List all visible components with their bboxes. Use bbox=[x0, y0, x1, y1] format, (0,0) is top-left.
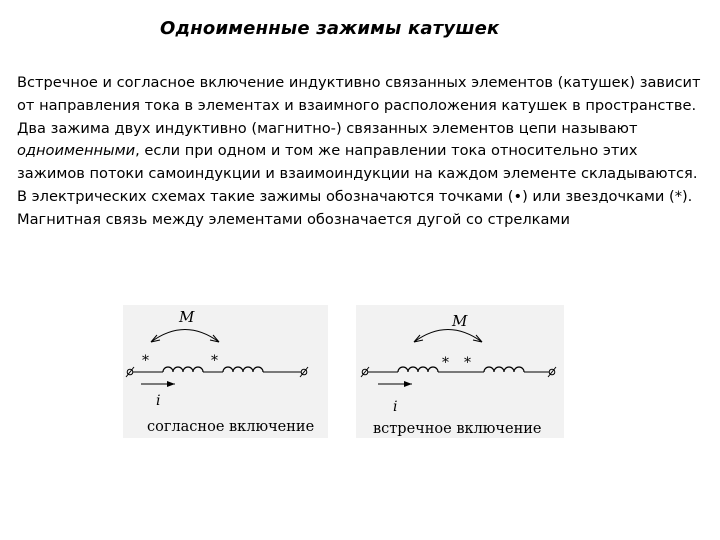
current-arrowhead-icon bbox=[167, 381, 175, 387]
figure-caption: встречное включение bbox=[373, 421, 542, 437]
slide-title: Одноименные зажимы катушек bbox=[160, 18, 500, 39]
polarity-star-coil-2: * bbox=[211, 353, 218, 369]
coil-1 bbox=[163, 367, 203, 372]
mutual-inductance-label: M bbox=[452, 312, 468, 330]
current-label: i bbox=[156, 393, 161, 409]
mutual-inductance-label: M bbox=[179, 308, 195, 326]
current-arrowhead-icon bbox=[404, 381, 412, 387]
figure-caption: согласное включение bbox=[147, 419, 315, 435]
current-label: i bbox=[393, 399, 398, 415]
polarity-star-coil-1: * bbox=[142, 353, 149, 369]
coil-1 bbox=[398, 367, 438, 372]
coil-2 bbox=[484, 367, 524, 372]
opposing-circuit-svg bbox=[356, 305, 564, 438]
polarity-star-coil-2: * bbox=[464, 355, 471, 371]
coupling-arc bbox=[151, 330, 219, 343]
polarity-star-coil-1: * bbox=[442, 355, 449, 371]
coil-2 bbox=[223, 367, 263, 372]
diagram-aiding-connection bbox=[123, 305, 328, 438]
body-text-part-2: , если при одном и том же направлении тока относительно этих зажимов потоки самоиндукции и взаимоиндукции на каждом элементе складываются. В электрических схемах такие зажимы обозначаются точками (•) или звездочками (*). Магнитная связь между элементами обозначается дугой со стрелками bbox=[17, 142, 698, 228]
body-text-part-1: Встречное и согласное включение индуктивно связанных элементов (катушек) зависит от направления тока в элементах и взаимного расположения катушек в пространстве. Два зажима двух индуктивно (магнитно-) связанных элементов цепи называют bbox=[17, 74, 701, 137]
body-text-italic-term: одноименными bbox=[17, 142, 136, 160]
aiding-circuit-svg bbox=[123, 305, 328, 438]
coupling-arc bbox=[414, 330, 482, 343]
diagram-opposing-connection bbox=[356, 305, 564, 438]
body-paragraph bbox=[17, 72, 707, 232]
